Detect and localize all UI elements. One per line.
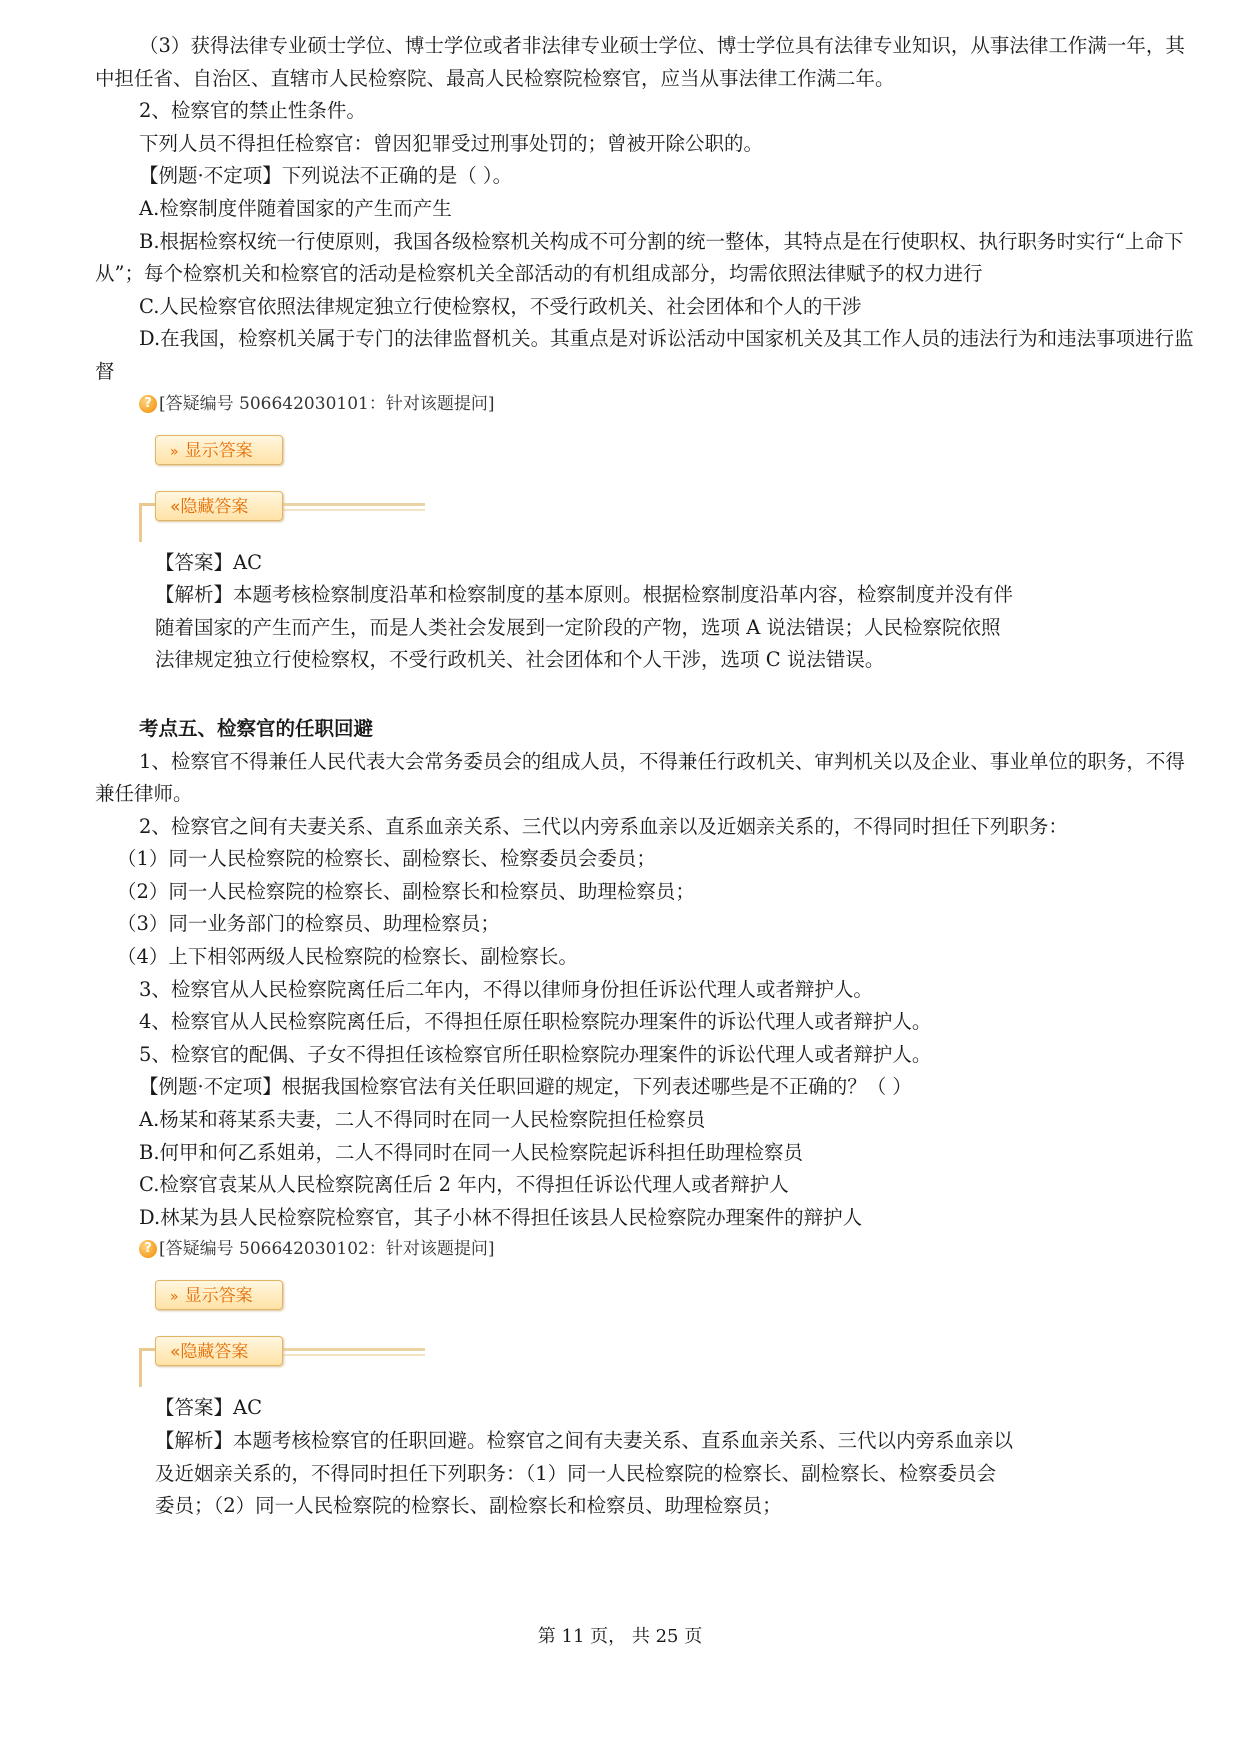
question-ref-text[interactable]: [答疑编号 506642030102：针对该题提问]: [159, 1239, 495, 1260]
option-d: D.在我国，检察机关属于专门的法律监督机关。其重点是对诉讼活动中国家机关及其工作人员的违法行为和违法事项进行监督: [95, 327, 1194, 383]
option-c: C.检察官袁某从人民检察院离任后 2 年内，不得担任诉讼代理人或者辩护人: [139, 1173, 789, 1197]
hide-answer-row: [95, 1328, 1195, 1384]
option-b: B.根据检察权统一行使原则，我国各级检察机关构成不可分割的统一整体，其特点是在行使职权、执行职务时实行“上命下从”；每个检察机关和检察官的活动是检察机关全部活动的有机组成部分，均需依照法律赋予的权力进行: [95, 229, 1184, 286]
list-item: （1）同一人民检察院的检察长、副检察长、检察委员会委员；: [117, 847, 656, 871]
question-icon: ?: [139, 1240, 157, 1258]
show-answer-row: [95, 417, 1195, 483]
example-question: 【例题·不定项】下列说法不正确的是（ ）。: [139, 164, 513, 188]
analysis-text: 【解析】本题考核检察制度沿革和检察制度的基本原则。根据检察制度沿革内容，检察制度并没有伴随着国家的产生而产生，而是人类社会发展到一定阶段的产物，选项 A 说法错误；人民检察院依照法律规定独立行使检察权，不受行政机关、社会团体和个人干涉，选项 C 说法错误。: [155, 583, 1014, 672]
answer-block: [155, 1392, 1015, 1522]
option-a: A.检察制度伴随着国家的产生而产生: [139, 196, 452, 220]
option-d: D.林某为县人民检察院检察官，其子小林不得担任该县人民检察院办理案件的辩护人: [139, 1205, 863, 1229]
option-b: B.何甲和何乙系姐弟，二人不得同时在同一人民检察院起诉科担任助理检察员: [139, 1140, 804, 1164]
double-chevron-up-icon: «: [170, 496, 181, 517]
show-answer-button[interactable]: [155, 435, 283, 465]
list-item: （4）上下相邻两级人民检察院的检察长、副检察长。: [117, 945, 578, 969]
answer-text: 【答案】AC: [155, 1396, 263, 1420]
list-item: （3）同一业务部门的检察员、助理检察员；: [117, 912, 500, 936]
question-ref[interactable]: [139, 391, 1195, 417]
show-answer-row: [95, 1262, 1195, 1328]
hide-answer-label: 隐藏答案: [180, 1342, 249, 1363]
question-icon: ?: [139, 395, 157, 413]
paragraph: 4、检察官从人民检察院离任后，不得担任原任职检察院办理案件的诉讼代理人或者辩护人。: [139, 1010, 932, 1034]
paragraph: 2、检察官之间有夫妻关系、直系血亲关系、三代以内旁系血亲以及近姻亲关系的，不得同时担任下列职务：: [139, 814, 1068, 838]
section-heading: 考点五、检察官的任职回避: [139, 716, 374, 740]
option-c: C.人民检察官依照法律规定独立行使检察权，不受行政机关、社会团体和个人的干涉: [139, 294, 862, 318]
paragraph: 下列人员不得担任检察官：曾因犯罪受过刑事处罚的；曾被开除公职的。: [139, 131, 764, 155]
double-chevron-right-icon: »: [170, 1289, 179, 1306]
show-answer-label: 显示答案: [184, 440, 253, 461]
double-chevron-right-icon: »: [170, 443, 179, 460]
paragraph: 5、检察官的配偶、子女不得担任该检察官所任职检察院办理案件的诉讼代理人或者辩护人。: [139, 1042, 932, 1066]
hide-answer-button[interactable]: [155, 491, 283, 521]
question-ref[interactable]: [139, 1236, 1195, 1262]
page-footer: 第 11 页， 共 25 页: [537, 1626, 703, 1647]
answer-text: 【答案】AC: [155, 550, 263, 574]
paragraph: 1、检察官不得兼任人民代表大会常务委员会的组成人员，不得兼任行政机关、审判机关以及企业、事业单位的职务，不得兼任律师。: [95, 749, 1185, 806]
show-answer-label: 显示答案: [184, 1286, 253, 1307]
hide-answer-label: 隐藏答案: [180, 496, 249, 517]
answer-block: [155, 547, 1015, 677]
option-a: A.杨某和蒋某系夫妻，二人不得同时在同一人民检察院担任检察员: [139, 1108, 706, 1132]
question-ref-text[interactable]: [答疑编号 506642030101：针对该题提问]: [159, 393, 495, 414]
hide-answer-row: [95, 483, 1195, 539]
paragraph: （3）获得法律专业硕士学位、博士学位或者非法律专业硕士学位、博士学位具有法律专业知识，从事法律工作满一年，其中担任省、自治区、直辖市人民检察院、最高人民检察院检察官，应当从事法律工作满二年。: [95, 34, 1185, 90]
list-item: （2）同一人民检察院的检察长、副检察长和检察员、助理检察员；: [117, 879, 695, 903]
double-chevron-up-icon: «: [170, 1342, 181, 1363]
example-question: 【例题·不定项】根据我国检察官法有关任职回避的规定，下列表述哪些是不正确的？（ ）: [139, 1075, 912, 1099]
hide-answer-button[interactable]: [155, 1336, 283, 1366]
paragraph: 2、检察官的禁止性条件。: [139, 99, 366, 123]
analysis-text: 【解析】本题考核检察官的任职回避。检察官之间有夫妻关系、直系血亲关系、三代以内旁系血亲以及近姻亲关系的，不得同时担任下列职务：（1）同一人民检察院的检察长、副检察长、检察委员会委员；（2）同一人民检察院的检察长、副检察长和检察员、助理检察员；: [155, 1429, 1014, 1518]
paragraph: 3、检察官从人民检察院离任后二年内，不得以律师身份担任诉讼代理人或者辩护人。: [139, 977, 873, 1001]
show-answer-button[interactable]: [155, 1280, 283, 1310]
document-page: [95, 30, 1195, 1523]
